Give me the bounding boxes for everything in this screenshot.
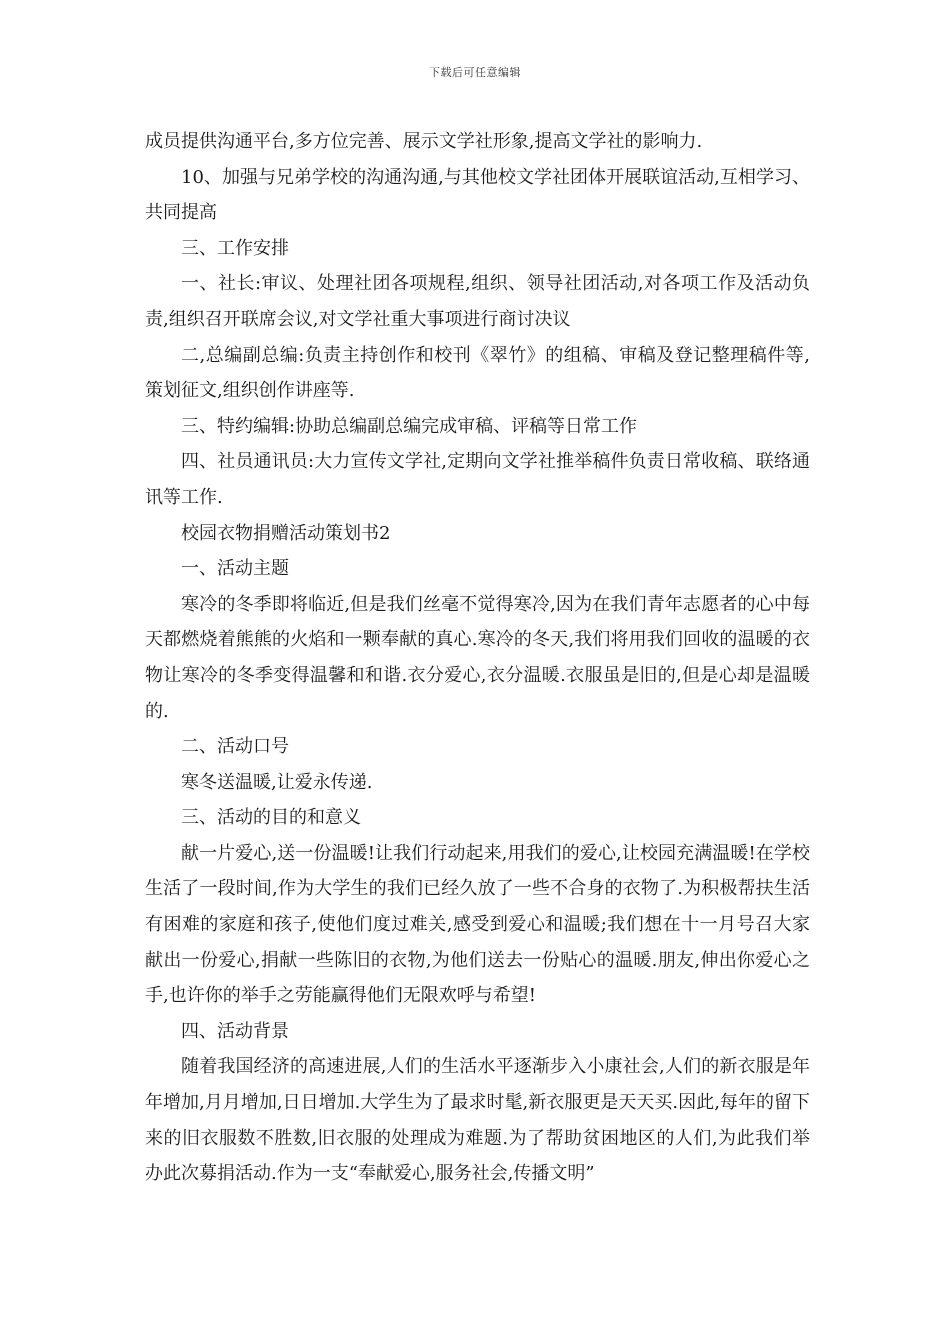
paragraph-president: 一、社长:审议、处理社团各项规程,组织、领导社团活动,对各项工作及活动负责,组织召开联席会议,对文学社重大事项进行商讨决议 bbox=[145, 273, 810, 330]
page-header: 下载后可任意编辑 bbox=[429, 66, 521, 79]
section-heading-work-arrangement: 三、工作安排 bbox=[181, 237, 289, 259]
section-heading-slogan: 二、活动口号 bbox=[181, 736, 289, 758]
section-heading-purpose: 三、活动的目的和意义 bbox=[181, 807, 361, 829]
paragraph-2: 10、加强与兄弟学校的沟通沟通,与其他校文学社团体开展联谊活动,互相学习、共同提高 bbox=[145, 166, 810, 224]
document-body bbox=[145, 124, 810, 1192]
paragraph-1: 成员提供沟通平台,多方位完善、展示文学社形象,提高文学社的影响力. bbox=[145, 131, 703, 152]
section-heading-theme: 一、活动主题 bbox=[181, 558, 289, 580]
paragraph-special-editors: 三、特约编辑:协助总编副总编完成审稿、评稿等日常工作 bbox=[181, 415, 638, 437]
paragraph-theme: 寒冷的冬季即将临近,但是我们丝毫不觉得寒冷,因为在我们青年志愿者的心中每天都燃烧着熊熊的火焰和一颗奉献的真心.寒冷的冬天,我们将用我们回收的温暖的衣物让寒冷的冬季变得温馨和和谐.衣分爱心,衣分温暖.衣服虽是旧的,但是心却是温暖的. bbox=[145, 593, 810, 722]
document-title-2: 校园衣物捐赠活动策划书2 bbox=[181, 522, 391, 544]
paragraph-chief-editors: 二,总编副总编:负责主持创作和校刊《翠竹》的组稿、审稿及登记整理稿件等,策划征文,组织创作讲座等. bbox=[145, 344, 810, 402]
paragraph-correspondents: 四、社员通讯员:大力宣传文学社,定期向文学社推举稿件负责日常收稿、联络通讯等工作. bbox=[145, 451, 810, 508]
paragraph-purpose: 献一片爱心,送一份温暖!让我们行动起来,用我们的爱心,让校园充满温暖!在学校生活了一段时间,作为大学生的我们已经久放了一些不合身的衣物了.为积极帮扶生活有困难的家庭和孩子,使他们度过难关,感受到爱心和温暖;我们想在十一月号召大家献出一份爱心,捐献一些陈旧的衣物,为他们送去一份贴心的温暖.朋友,伸出你爱心之手,也许你的举手之劳能赢得他们无限欢呼与希望! bbox=[145, 842, 810, 1007]
paragraph-slogan: 寒冬送温暖,让爱永传递. bbox=[181, 771, 373, 793]
section-heading-background: 四、活动背景 bbox=[181, 1020, 289, 1042]
paragraph-background: 随着我国经济的高速进展,人们的生活水平逐渐步入小康社会,人们的新衣服是年年增加,月月增加,日日增加.大学生为了最求时髦,新衣服更是天天买.因此,每年的留下来的旧衣服数不胜数,旧衣服的处理成为难题.为了帮助贫困地区的人们,为此我们举办此次募捐活动.作为一支“奉献爱心,服务社会,传播文明” bbox=[145, 1056, 810, 1185]
